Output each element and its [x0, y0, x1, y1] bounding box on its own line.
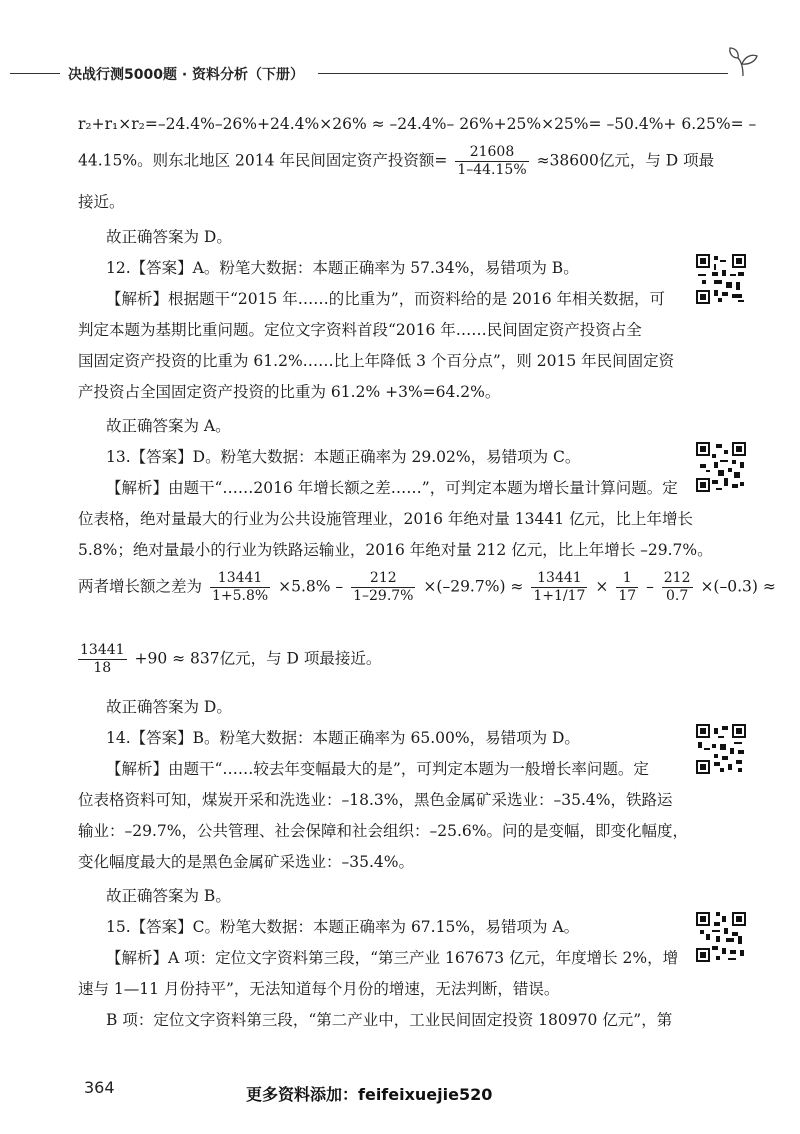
q13-analysis: 【解析】由题干“……2016 年增长额之差……”，可判定本题为增长量计算问题。定 — [106, 479, 678, 497]
q13-analysis: 5.8%；绝对量最小的行业为铁路运输业，2016 年绝对量 212 亿元，比上年增长 –29.7%。 — [78, 541, 713, 559]
qr-code-icon[interactable] — [696, 442, 746, 492]
q15-analysis: 【解析】A 项：定位文字资料第三段，“第三产业 167673 亿元，年度增长 2%，增 — [106, 949, 679, 967]
q13-answer: 13.【答案】D。粉笔大数据：本题正确率为 29.02%，易错项为 C。 — [106, 448, 581, 466]
q14-analysis: 输业：–29.7%，公共管理、社会保障和社会组织：–25.6%。问的是变幅，即变化幅度， — [78, 822, 688, 840]
q14-analysis: 变化幅度最大的是黑色金属矿采选业：–35.4%。 — [78, 853, 414, 871]
answer-conclusion: 故正确答案为 D。 — [106, 698, 232, 716]
header-rule-left — [10, 73, 60, 74]
book-title: 决战行测5000题 · 资料分析（下册） — [68, 67, 305, 83]
q13-formula: 两者增长额之差为 $\frac{13441}{1+5.8\%}$ ×5.8% – $\frac{212}{1-29.7\%}$ ×(–29.7%) ≈ $\frac{13441}{1+1/17}$ × $\frac{1}{17}$ – $\frac{212}{0.7}$ ×(–0.3) ≈ — [78, 570, 776, 604]
formula-line: r₂+r₁×r₂=–24.4%–26%+24.4%×26% ≈ –24.4%– 26%+25%×25%= –50.4%+ 6.25%= – — [78, 115, 757, 133]
page-number: 364 — [84, 1078, 115, 1097]
q15-analysis: B 项：定位文字资料第三段，“第二产业中，工业民间固定投资 180970 亿元”，第 — [106, 1011, 673, 1029]
answer-conclusion: 故正确答案为 B。 — [106, 887, 231, 905]
q15-answer: 15.【答案】C。粉笔大数据：本题正确率为 67.15%，易错项为 A。 — [106, 918, 580, 936]
q15-analysis: 速与 1—11 月份持平”，无法知道每个月份的增速，无法判断，错误。 — [78, 980, 560, 998]
q14-analysis: 位表格资料可知，煤炭开采和洗选业：–18.3%，黑色金属矿采选业：–35.4%，铁路运 — [78, 791, 673, 809]
answer-conclusion: 故正确答案为 D。 — [106, 228, 232, 246]
footer-note: 更多资料添加：feifeixuejie520 — [246, 1085, 493, 1104]
qr-code-icon[interactable] — [696, 254, 746, 304]
q13-result: $\frac{13441}{18}$ +90 ≈ 837亿元，与 D 项最接近。 — [80, 642, 382, 676]
q14-analysis: 【解析】由题干“……较去年变幅最大的是”，可判定本题为一般增长率问题。定 — [106, 760, 649, 778]
q12-analysis: 产投资占全国固定资产投资的比重为 61.2% +3%=64.2%。 — [78, 383, 501, 401]
qr-code-icon[interactable] — [696, 724, 746, 774]
text-line: 44.15%。则东北地区 2014 年民间固定资产投资额= $\frac{21608}{1-44.15\%}$ ≈38600亿元，与 D 项最 — [78, 144, 715, 178]
q12-answer: 12.【答案】A。粉笔大数据：本题正确率为 57.34%，易错项为 B。 — [106, 259, 579, 277]
fraction: $\frac{21608}{1-44.15\%}$ — [457, 144, 527, 178]
qr-code-icon[interactable] — [696, 912, 746, 962]
running-header — [0, 62, 800, 86]
q12-analysis: 【解析】根据题干“2015 年……的比重为”，而资料给的是 2016 年相关数据，可 — [106, 290, 666, 308]
answer-conclusion: 故正确答案为 A。 — [106, 417, 231, 435]
q12-analysis: 国固定资产投资的比重为 61.2%……比上年降低 3 个百分点”，则 2015 年民间固定资 — [78, 352, 675, 370]
q14-answer: 14.【答案】B。粉笔大数据：本题正确率为 65.00%，易错项为 D。 — [106, 729, 580, 747]
sprout-icon — [726, 44, 760, 78]
q13-analysis: 位表格，绝对量最大的行业为公共设施管理业，2016 年绝对量 13441 亿元，比上年增长 — [78, 510, 694, 528]
header-rule-right — [318, 73, 728, 74]
text-line: 接近。 — [78, 193, 125, 211]
q12-analysis: 判定本题为基期比重问题。定位文字资料首段“2016 年……民间固定资产投资占全 — [78, 321, 642, 339]
